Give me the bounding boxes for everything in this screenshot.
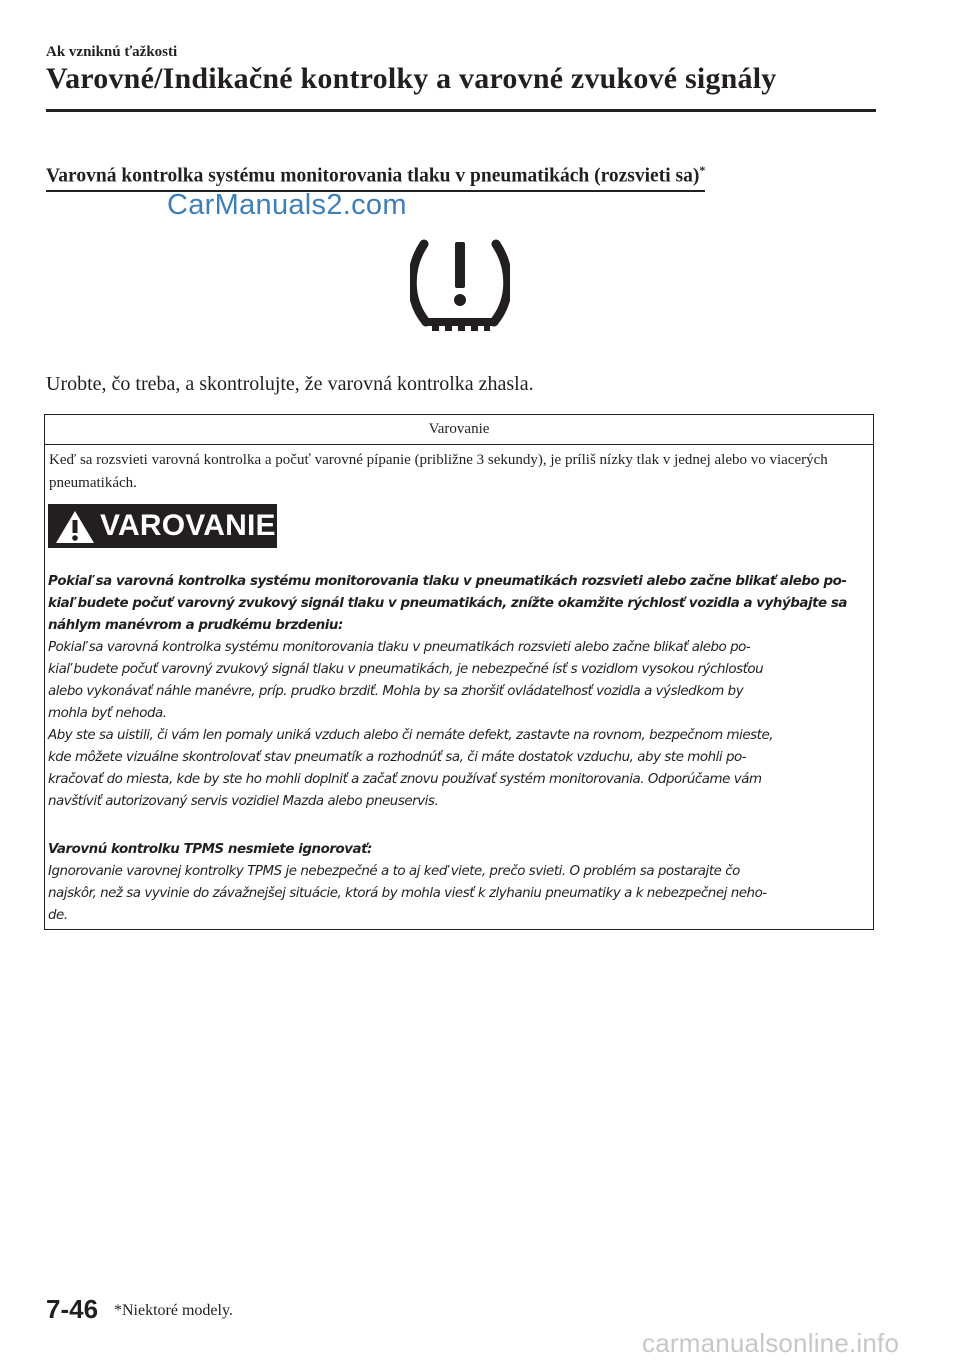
warning-triangle-icon bbox=[55, 510, 95, 544]
warning-heading-1 bbox=[48, 571, 874, 637]
warning-heading-2-line: Varovnú kontrolku TPMS nesmiete ignorovať: bbox=[48, 842, 372, 857]
box-lead: Keď sa rozsvieti varovná kontrolka a počuť varovné pípanie (približne 3 sekundy), je príliš nízky tlak v jednej alebo vo viacerých pneumatikách. bbox=[49, 452, 828, 491]
box-header: Varovanie bbox=[45, 415, 873, 445]
warning-heading-2 bbox=[48, 839, 874, 861]
chapter-rule bbox=[46, 109, 876, 112]
warning-body-2-line: najskôr, než sa vyvinie do závažnejšej situácie, ktorá by mohla viesť k zlyhaniu pneumatiky a k nebezpečnej neho- bbox=[48, 886, 767, 901]
running-head: Ak vzniknú ťažkosti bbox=[46, 44, 178, 60]
section-title-text: Varovná kontrolka systému monitorovania tlaku v pneumatikách (rozsvieti sa) bbox=[46, 165, 700, 187]
warning-body-2-line: de. bbox=[48, 908, 68, 923]
page-number: 7-46 bbox=[46, 1294, 99, 1324]
warning-badge bbox=[48, 504, 277, 548]
tpms-warning-icon bbox=[410, 238, 510, 334]
warning-body-1-line: Pokiaľ sa varovná kontrolka systému monitorovania tlaku v pneumatikách rozsvieti alebo začne blikať alebo po- bbox=[48, 640, 751, 655]
footnote: *Niektoré modely. bbox=[114, 1302, 233, 1319]
watermark[interactable]: CarManuals2.com bbox=[167, 189, 407, 221]
site-watermark[interactable]: carmanualsonline.info bbox=[642, 1328, 900, 1358]
warning-body-2 bbox=[48, 861, 874, 927]
warning-heading-1-line: náhlym manévrom a prudkému brzdeniu: bbox=[48, 618, 343, 633]
warning-body-1-line: navštíviť autorizovaný servis vozidiel Mazda alebo pneuservis. bbox=[48, 794, 439, 809]
warning-body-1-line: kračovať do miesta, kde by ste ho mohli doplniť a začať znovu používať systém monitorovania. Odporúčame vám bbox=[48, 772, 762, 787]
warning-body-1-line: mohla byť nehoda. bbox=[48, 706, 167, 721]
warning-heading-1-line: Pokiaľ sa varovná kontrolka systému monitorovania tlaku v pneumatikách rozsvieti alebo začne blikať alebo po- bbox=[48, 574, 847, 589]
warning-badge-label: VAROVANIE bbox=[100, 509, 276, 542]
warning-body-1-line: Aby ste sa uistili, či vám len pomaly uniká vzduch alebo či nemáte defekt, zastavte na rovnom, bezpečnom mieste, bbox=[48, 728, 774, 743]
warning-heading-1-line: kiaľ budete počuť varovný zvukový signál tlaku v pneumatikách, znížte okamžite rýchlosť vozidla a vyhýbajte sa bbox=[48, 596, 847, 611]
warning-body-1-line: alebo vykonávať náhle manévre, príp. prudko brzdiť. Mohla by sa zhoršiť ovládateľnosť vozidla a výsledkom by bbox=[48, 684, 744, 699]
asterisk: * bbox=[699, 163, 706, 177]
warning-body-2-line: Ignorovanie varovnej kontrolky TPMS je nebezpečné a to aj keď viete, prečo svieti. O problém sa postarajte čo bbox=[48, 864, 740, 879]
intro-text: Urobte, čo treba, a skontrolujte, že varovná kontrolka zhasla. bbox=[46, 373, 534, 395]
warning-body-1-line: kiaľ budete počuť varovný zvukový signál tlaku v pneumatikách, je nebezpečné ísť s vozidlom vysokou rýchlosťou bbox=[48, 662, 764, 677]
chapter-title: Varovné/Indikačné kontrolky a varovné zvukové signály bbox=[46, 62, 777, 95]
warning-body-1 bbox=[48, 637, 874, 813]
section-title bbox=[46, 163, 705, 192]
warning-body-1-line: kde môžete vizuálne skontrolovať stav pneumatík a rozhodnúť sa, či máte dostatok vzduchu, aby ste mohli po- bbox=[48, 750, 747, 765]
